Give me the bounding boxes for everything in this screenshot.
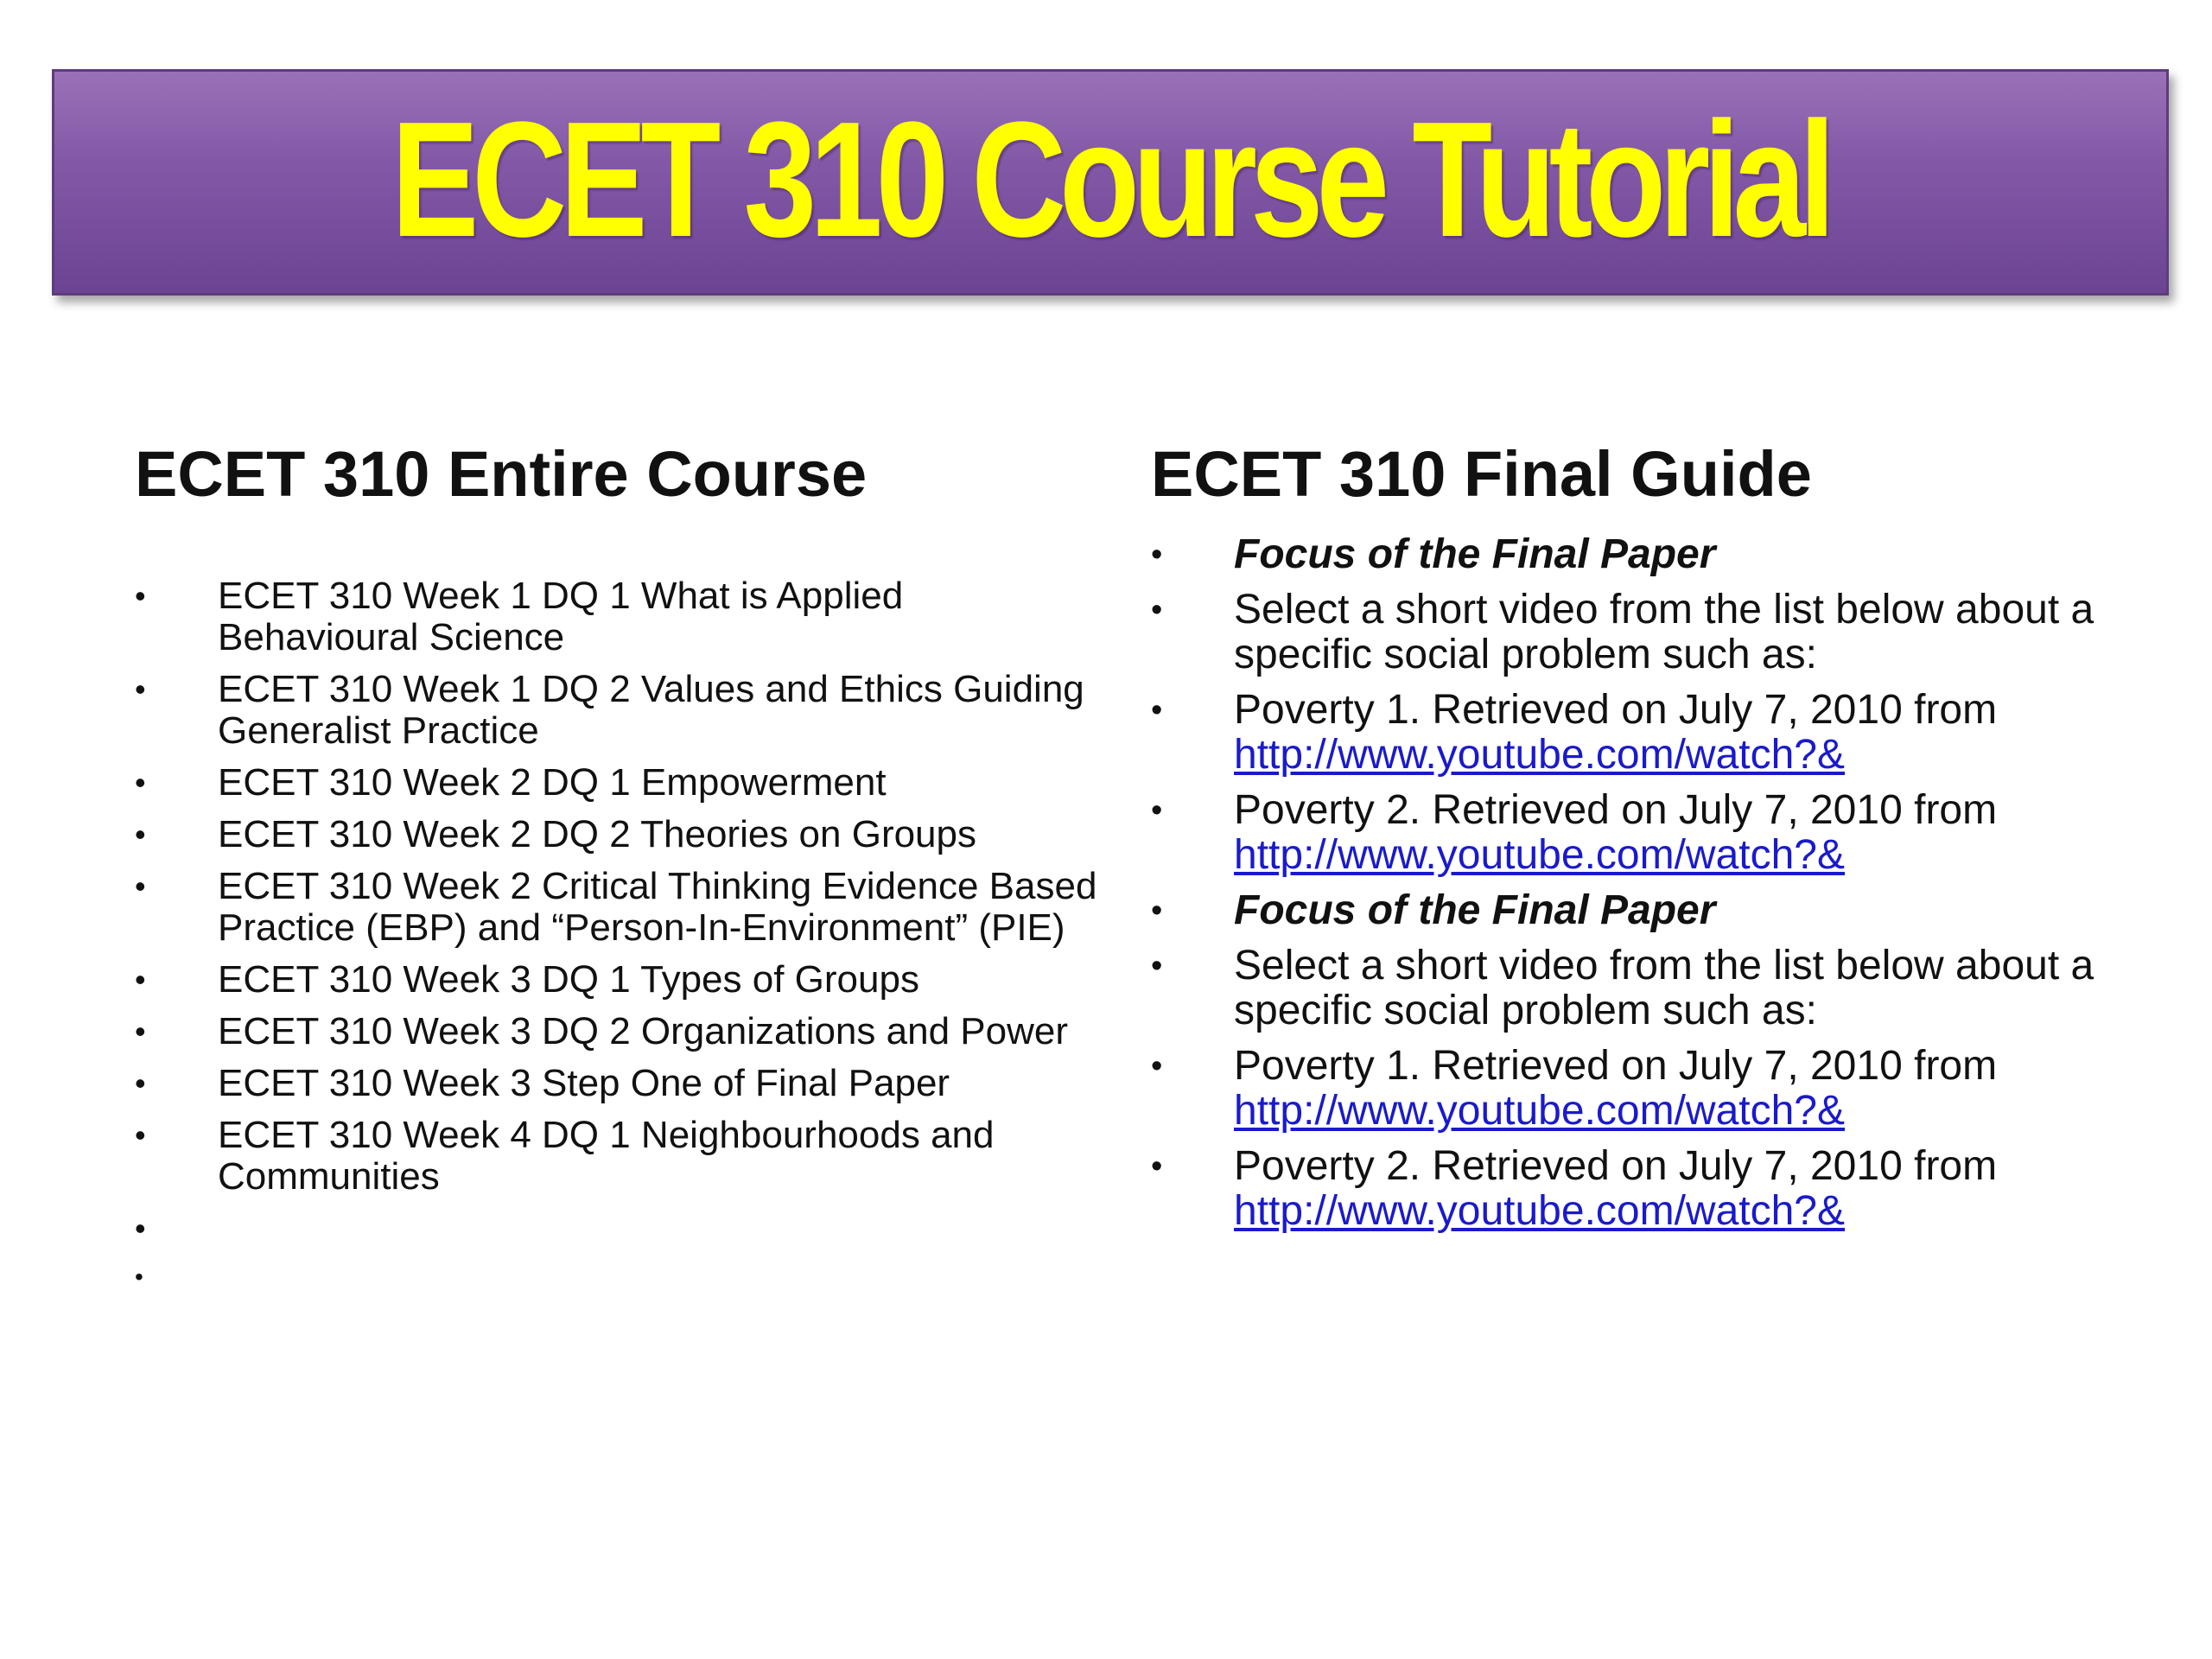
bullet-icon: • xyxy=(135,1211,146,1246)
list-item xyxy=(135,1011,1103,1052)
list-item-text: ECET 310 Week 1 DQ 2 Values and Ethics Guiding Generalist Practice xyxy=(218,668,1084,752)
list-item xyxy=(1151,1044,2145,1134)
slide-title: ECET 310 Course Tutorial xyxy=(391,88,1829,271)
bullet-icon: • xyxy=(1151,692,1163,728)
list-item xyxy=(135,959,1103,1001)
entire-course-heading: ECET 310 Entire Course xyxy=(135,438,868,510)
list-item-text: Poverty 2. Retrieved on July 7, 2010 from xyxy=(1234,787,1998,833)
video-link[interactable]: http://www.youtube.com/watch?& xyxy=(1234,1088,1846,1134)
list-item-text: Poverty 1. Retrieved on July 7, 2010 from xyxy=(1234,1043,1998,1089)
list-item xyxy=(1151,788,2145,878)
list-item xyxy=(135,762,1103,804)
list-item-text: ECET 310 Week 1 DQ 1 What is Applied Behavioural Science xyxy=(218,575,904,658)
list-item-text: ECET 310 Week 3 DQ 1 Types of Groups xyxy=(218,958,919,1001)
bullet-icon: • xyxy=(1151,592,1163,628)
list-item-text: ECET 310 Week 2 DQ 1 Empowerment xyxy=(218,761,887,804)
bullet-icon: • xyxy=(1151,948,1163,984)
list-item xyxy=(1151,1144,2145,1234)
bullet-icon: • xyxy=(1151,792,1163,829)
list-item-text: ECET 310 Week 3 DQ 2 Organizations and Power xyxy=(218,1010,1068,1052)
bullet-icon: • xyxy=(135,1117,146,1153)
title-banner xyxy=(52,69,2169,296)
list-item-text: ECET 310 Week 3 Step One of Final Paper xyxy=(218,1062,950,1104)
list-item-text: Poverty 1. Retrieved on July 7, 2010 from xyxy=(1234,687,1998,733)
list-item xyxy=(135,669,1103,752)
bullet-icon: • xyxy=(1151,893,1163,929)
bullet-icon: • xyxy=(1151,537,1163,573)
video-link[interactable]: http://www.youtube.com/watch?& xyxy=(1234,732,1846,778)
list-item xyxy=(1151,532,2145,577)
bullet-icon: • xyxy=(135,1014,146,1049)
list-item xyxy=(1151,688,2145,778)
final-guide-heading: ECET 310 Final Guide xyxy=(1151,438,1812,510)
list-item xyxy=(135,814,1103,855)
list-item-text: ECET 310 Week 2 Critical Thinking Evidence Based Practice (EBP) and “Person-In-Environment” (PIE) xyxy=(218,865,1097,949)
focus-heading: Focus of the Final Paper xyxy=(1234,887,1716,933)
list-item-text: Select a short video from the list below about a specific social problem such as: xyxy=(1234,943,2094,1033)
list-item-text: Poverty 2. Retrieved on July 7, 2010 from xyxy=(1234,1143,1998,1189)
bullet-icon: • xyxy=(135,962,146,997)
list-item-empty xyxy=(135,1208,1103,1246)
list-item-empty xyxy=(135,1256,1103,1294)
bullet-icon: • xyxy=(135,765,146,800)
bullet-icon: • xyxy=(135,671,146,707)
list-item xyxy=(135,575,1103,658)
focus-heading: Focus of the Final Paper xyxy=(1234,531,1716,577)
entire-course-list xyxy=(135,575,1103,1305)
list-item xyxy=(1151,588,2145,677)
bullet-icon: • xyxy=(1151,1048,1163,1084)
video-link[interactable]: http://www.youtube.com/watch?& xyxy=(1234,1188,1846,1234)
bullet-icon: • xyxy=(135,578,146,613)
bullet-icon: • xyxy=(1151,1148,1163,1185)
list-item xyxy=(135,1063,1103,1104)
final-guide-list xyxy=(1151,532,2145,1244)
list-item xyxy=(1151,888,2145,933)
video-link[interactable]: http://www.youtube.com/watch?& xyxy=(1234,832,1846,878)
list-item-text: Select a short video from the list below about a specific social problem such as: xyxy=(1234,587,2094,677)
list-item xyxy=(1151,944,2145,1033)
bullet-icon: • xyxy=(135,817,146,852)
bullet-icon: • xyxy=(135,1263,143,1290)
bullet-icon: • xyxy=(135,1065,146,1101)
list-item xyxy=(135,866,1103,949)
list-item-text: ECET 310 Week 4 DQ 1 Neighbourhoods and Communities xyxy=(218,1114,995,1198)
list-item xyxy=(135,1115,1103,1198)
bullet-icon: • xyxy=(135,868,146,904)
list-item-text: ECET 310 Week 2 DQ 2 Theories on Groups xyxy=(218,813,977,855)
